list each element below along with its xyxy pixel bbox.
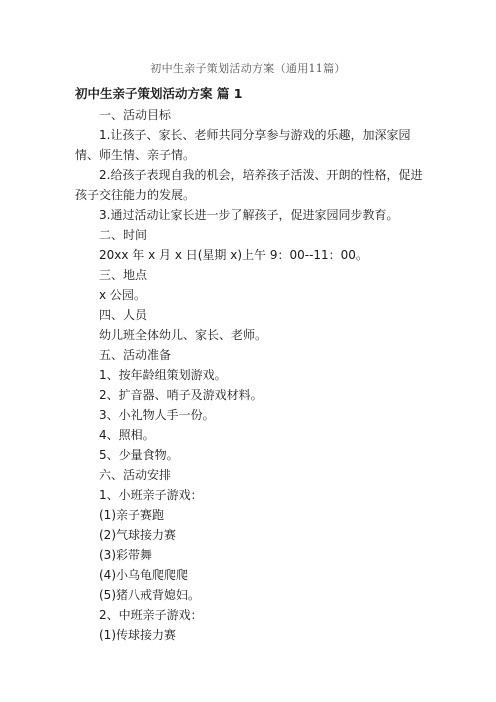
participants-text: 幼儿班全体幼儿、家长、老师。 [99, 328, 268, 342]
heading-location: 三、地点 [99, 268, 148, 282]
heading-time: 二、时间 [99, 228, 148, 242]
goal-item: 3.通过活动让家长进一步了解孩子，促进家园同步教育。 [99, 208, 399, 222]
heading-goals: 一、活动目标 [99, 108, 172, 122]
schedule-item: (2)气球接力赛 [99, 528, 176, 542]
goal-item: 2.给孩子表现自我的机会，培养孩子活泼、开朗的性格，促进孩子交往能力的发展。 [75, 168, 423, 202]
document-header: 初中生亲子策划活动方案（通用11篇） [150, 62, 346, 75]
schedule-item: (5)猪八戒背媳妇。 [99, 588, 200, 602]
heading-participants: 四、人员 [99, 308, 148, 322]
section-title: 初中生亲子策划活动方案 篇 1 [75, 86, 243, 101]
schedule-subheading: 2、中班亲子游戏： [99, 608, 203, 622]
preparation-item: 4、照相。 [99, 428, 155, 442]
schedule-item: (4)小乌龟爬爬爬 [99, 568, 188, 582]
goal-item: 1.让孩子、家长、老师共同分享参与游戏的乐趣，加深家园情、师生情、亲子情。 [75, 128, 411, 162]
schedule-item: (1)亲子赛跑 [99, 508, 164, 522]
heading-preparation: 五、活动准备 [99, 348, 172, 362]
preparation-item: 1、按年龄组策划游戏。 [99, 368, 227, 382]
heading-schedule: 六、活动安排 [99, 468, 172, 482]
schedule-item: (1)传球接力赛 [99, 628, 176, 642]
schedule-item: (3)彩带舞 [99, 548, 152, 562]
schedule-subheading: 1、小班亲子游戏： [99, 488, 203, 502]
preparation-item: 2、扩音器、哨子及游戏材料。 [99, 388, 263, 402]
preparation-item: 5、少量食物。 [99, 448, 179, 462]
document-body [75, 84, 425, 645]
time-text: 20xx 年 x 月 x 日(星期 x)上午 9：00--11：00。 [99, 248, 368, 262]
location-text: x 公园。 [99, 288, 146, 302]
preparation-item: 3、小礼物人手一份。 [99, 408, 215, 422]
